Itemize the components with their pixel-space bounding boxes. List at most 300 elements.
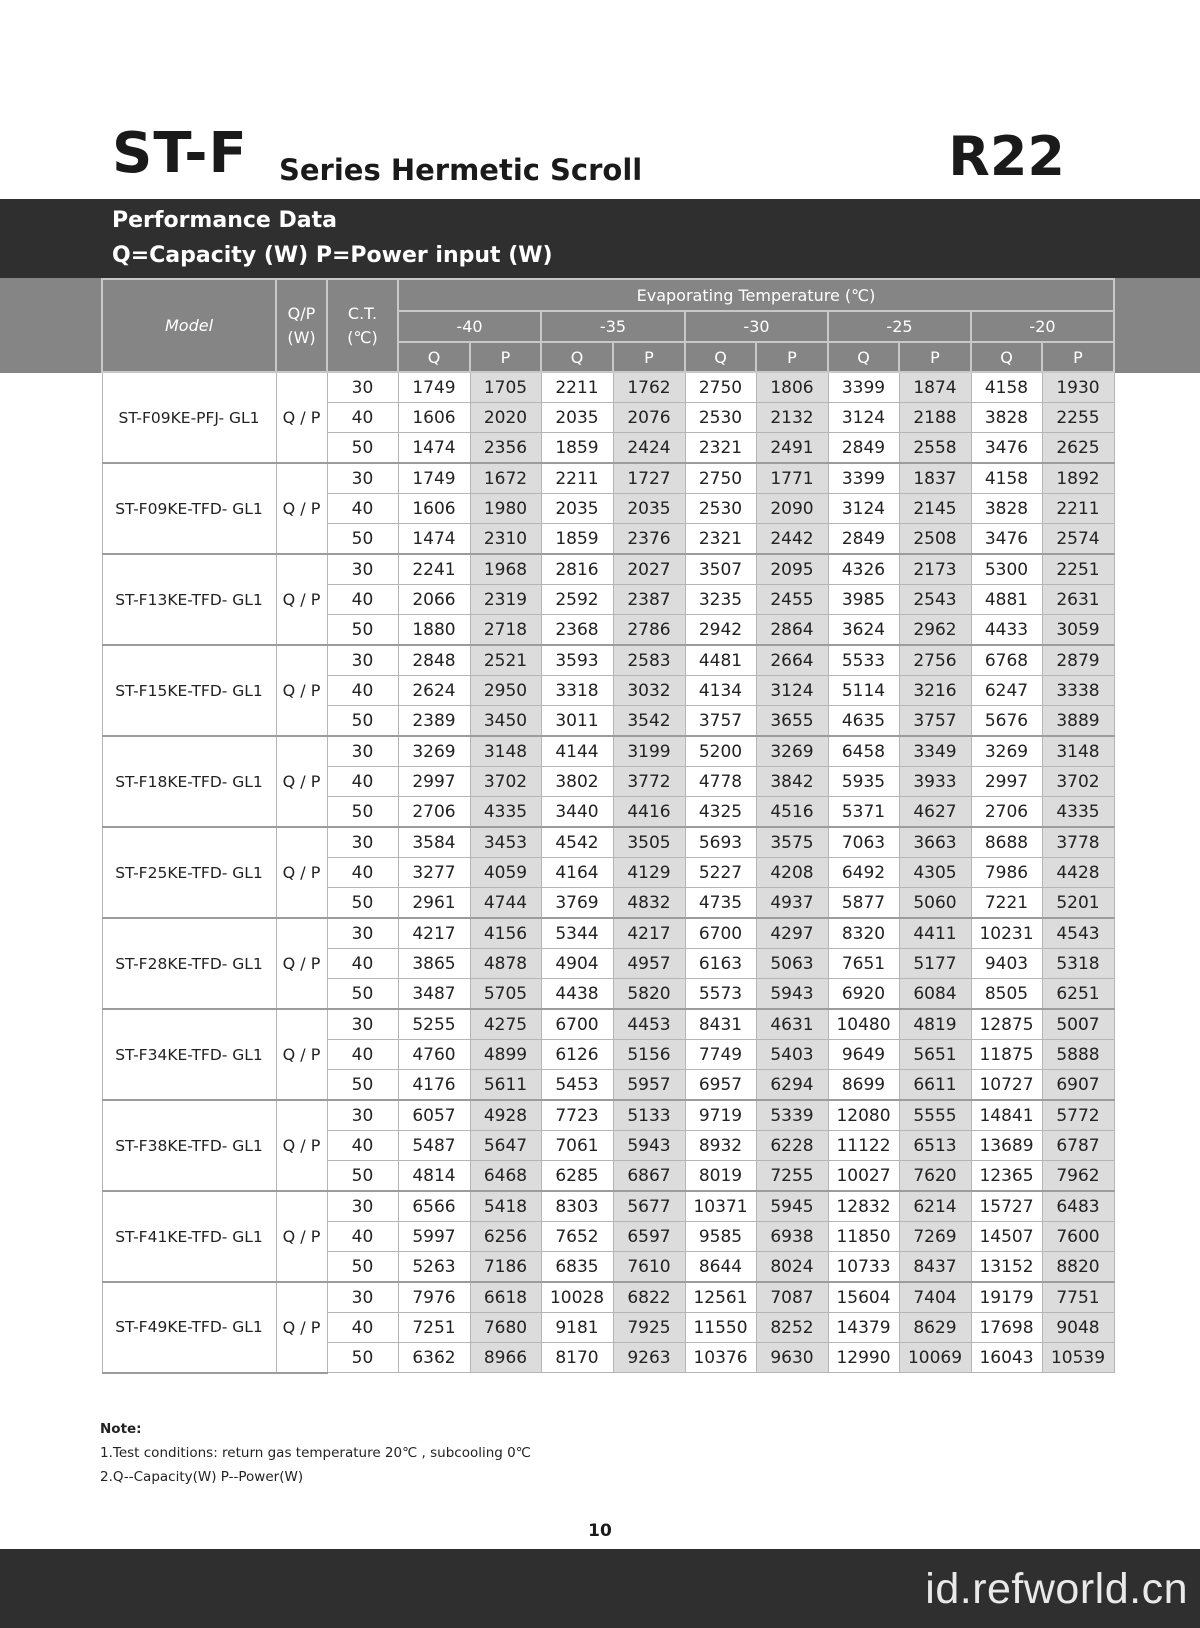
power-cell: 2786 bbox=[613, 615, 685, 646]
capacity-cell: 6057 bbox=[398, 1100, 470, 1131]
power-cell: 2251 bbox=[1042, 554, 1114, 585]
ct-cell: 50 bbox=[327, 524, 398, 555]
capacity-cell: 10028 bbox=[541, 1282, 613, 1313]
ct-cell: 50 bbox=[327, 979, 398, 1010]
capacity-cell: 4904 bbox=[541, 949, 613, 979]
power-cell: 2508 bbox=[899, 524, 971, 555]
ct-cell: 30 bbox=[327, 645, 398, 676]
capacity-cell: 14379 bbox=[828, 1313, 899, 1343]
capacity-cell: 9719 bbox=[685, 1100, 756, 1131]
model-cell: ST-F15KE-TFD- GL1 bbox=[102, 645, 276, 736]
banner-subtitle: Q=Capacity (W) P=Power input (W) bbox=[112, 243, 553, 268]
ct-cell: 50 bbox=[327, 433, 398, 464]
model-cell: ST-F25KE-TFD- GL1 bbox=[102, 827, 276, 918]
capacity-cell: 8431 bbox=[685, 1009, 756, 1040]
capacity-cell: 6700 bbox=[541, 1009, 613, 1040]
capacity-cell: 17698 bbox=[971, 1313, 1042, 1343]
table-row bbox=[102, 918, 1114, 949]
capacity-cell: 16043 bbox=[971, 1343, 1042, 1373]
ct-cell: 50 bbox=[327, 615, 398, 646]
ct-cell: 30 bbox=[327, 463, 398, 494]
capacity-cell: 3757 bbox=[685, 706, 756, 737]
series-subtitle: Series Hermetic Scroll bbox=[279, 153, 643, 187]
power-cell: 2173 bbox=[899, 554, 971, 585]
ct-cell: 50 bbox=[327, 1070, 398, 1101]
capacity-cell: 2241 bbox=[398, 554, 470, 585]
capacity-cell: 1606 bbox=[398, 494, 470, 524]
power-cell: 8024 bbox=[756, 1252, 828, 1283]
power-cell: 5611 bbox=[470, 1070, 541, 1101]
power-cell: 3757 bbox=[899, 706, 971, 737]
power-cell: 7610 bbox=[613, 1252, 685, 1283]
power-cell: 2424 bbox=[613, 433, 685, 464]
power-cell: 4156 bbox=[470, 918, 541, 949]
power-cell: 1968 bbox=[470, 554, 541, 585]
capacity-cell: 8688 bbox=[971, 827, 1042, 858]
model-cell: ST-F13KE-TFD- GL1 bbox=[102, 554, 276, 645]
capacity-cell: 3269 bbox=[971, 736, 1042, 767]
note-line-2: 2.Q--Capacity(W) P--Power(W) bbox=[100, 1469, 304, 1485]
capacity-cell: 6492 bbox=[828, 858, 899, 888]
power-cell: 2356 bbox=[470, 433, 541, 464]
power-cell: 4275 bbox=[470, 1009, 541, 1040]
note-line-1: 1.Test conditions: return gas temperature 20℃ , subcooling 0℃ bbox=[100, 1445, 531, 1461]
power-cell: 4335 bbox=[1042, 797, 1114, 828]
power-cell: 1806 bbox=[756, 372, 828, 403]
power-cell: 4453 bbox=[613, 1009, 685, 1040]
power-cell: 5957 bbox=[613, 1070, 685, 1101]
power-cell: 2631 bbox=[1042, 585, 1114, 615]
capacity-cell: 4326 bbox=[828, 554, 899, 585]
power-cell: 6907 bbox=[1042, 1070, 1114, 1101]
power-cell: 4416 bbox=[613, 797, 685, 828]
model-cell: ST-F34KE-TFD- GL1 bbox=[102, 1009, 276, 1100]
capacity-cell: 5300 bbox=[971, 554, 1042, 585]
evap-temp-header: -30 bbox=[685, 311, 828, 342]
model-cell: ST-F18KE-TFD- GL1 bbox=[102, 736, 276, 827]
capacity-cell: 6957 bbox=[685, 1070, 756, 1101]
capacity-cell: 5487 bbox=[398, 1131, 470, 1161]
capacity-cell: 2997 bbox=[971, 767, 1042, 797]
capacity-cell: 3235 bbox=[685, 585, 756, 615]
capacity-cell: 8505 bbox=[971, 979, 1042, 1010]
capacity-cell: 6247 bbox=[971, 676, 1042, 706]
power-cell: 5772 bbox=[1042, 1100, 1114, 1131]
capacity-cell: 3584 bbox=[398, 827, 470, 858]
power-cell: 9048 bbox=[1042, 1313, 1114, 1343]
capacity-cell: 5997 bbox=[398, 1222, 470, 1252]
power-cell: 8629 bbox=[899, 1313, 971, 1343]
evap-temp-header: -40 bbox=[398, 311, 541, 342]
power-cell: 4305 bbox=[899, 858, 971, 888]
power-cell: 6938 bbox=[756, 1222, 828, 1252]
power-cell: 6251 bbox=[1042, 979, 1114, 1010]
ct-cell: 50 bbox=[327, 706, 398, 737]
ct-cell: 40 bbox=[327, 676, 398, 706]
power-cell: 5555 bbox=[899, 1100, 971, 1131]
qp-cell: Q / P bbox=[276, 463, 327, 554]
capacity-cell: 6126 bbox=[541, 1040, 613, 1070]
power-cell: 5156 bbox=[613, 1040, 685, 1070]
capacity-cell: 7221 bbox=[971, 888, 1042, 919]
capacity-cell: 4760 bbox=[398, 1040, 470, 1070]
capacity-cell: 3487 bbox=[398, 979, 470, 1010]
power-cell: 5705 bbox=[470, 979, 541, 1010]
power-cell: 1980 bbox=[470, 494, 541, 524]
model-cell: ST-F28KE-TFD- GL1 bbox=[102, 918, 276, 1009]
power-cell: 3663 bbox=[899, 827, 971, 858]
power-cell: 5133 bbox=[613, 1100, 685, 1131]
power-cell: 4516 bbox=[756, 797, 828, 828]
table-row bbox=[102, 463, 1114, 494]
power-cell: 5060 bbox=[899, 888, 971, 919]
power-cell: 3199 bbox=[613, 736, 685, 767]
capacity-cell: 10027 bbox=[828, 1161, 899, 1192]
ct-cell: 40 bbox=[327, 494, 398, 524]
capacity-cell: 4438 bbox=[541, 979, 613, 1010]
ct-cell: 30 bbox=[327, 372, 398, 403]
power-cell: 6867 bbox=[613, 1161, 685, 1192]
qp-cell: Q / P bbox=[276, 918, 327, 1009]
capacity-cell: 3865 bbox=[398, 949, 470, 979]
capacity-cell: 4144 bbox=[541, 736, 613, 767]
power-cell: 3842 bbox=[756, 767, 828, 797]
power-cell: 5651 bbox=[899, 1040, 971, 1070]
power-cell: 4928 bbox=[470, 1100, 541, 1131]
power-cell: 2558 bbox=[899, 433, 971, 464]
capacity-cell: 3011 bbox=[541, 706, 613, 737]
ct-cell: 50 bbox=[327, 797, 398, 828]
capacity-cell: 6920 bbox=[828, 979, 899, 1010]
capacity-cell: 5533 bbox=[828, 645, 899, 676]
capacity-cell: 7251 bbox=[398, 1313, 470, 1343]
power-cell: 3702 bbox=[470, 767, 541, 797]
power-cell: 2211 bbox=[1042, 494, 1114, 524]
power-cell: 7680 bbox=[470, 1313, 541, 1343]
ct-cell: 30 bbox=[327, 736, 398, 767]
capacity-cell: 10727 bbox=[971, 1070, 1042, 1101]
power-cell: 5177 bbox=[899, 949, 971, 979]
power-cell: 1874 bbox=[899, 372, 971, 403]
model-cell: ST-F49KE-TFD- GL1 bbox=[102, 1282, 276, 1373]
power-cell: 4878 bbox=[470, 949, 541, 979]
qp-cell: Q / P bbox=[276, 1009, 327, 1100]
capacity-cell: 6566 bbox=[398, 1191, 470, 1222]
capacity-cell: 4158 bbox=[971, 372, 1042, 403]
power-cell: 7751 bbox=[1042, 1282, 1114, 1313]
capacity-cell: 3802 bbox=[541, 767, 613, 797]
capacity-cell: 8932 bbox=[685, 1131, 756, 1161]
capacity-cell: 12990 bbox=[828, 1343, 899, 1373]
capacity-cell: 1880 bbox=[398, 615, 470, 646]
qp-cell: Q / P bbox=[276, 1100, 327, 1191]
capacity-cell: 9403 bbox=[971, 949, 1042, 979]
capacity-cell: 2211 bbox=[541, 463, 613, 494]
power-cell: 6618 bbox=[470, 1282, 541, 1313]
capacity-cell: 2849 bbox=[828, 433, 899, 464]
capacity-cell: 2211 bbox=[541, 372, 613, 403]
capacity-cell: 10371 bbox=[685, 1191, 756, 1222]
capacity-cell: 14841 bbox=[971, 1100, 1042, 1131]
power-cell: 3216 bbox=[899, 676, 971, 706]
banner-title: Performance Data bbox=[112, 208, 337, 233]
power-cell: 4297 bbox=[756, 918, 828, 949]
evap-temp-header: -25 bbox=[828, 311, 971, 342]
power-cell: 7404 bbox=[899, 1282, 971, 1313]
capacity-cell: 9181 bbox=[541, 1313, 613, 1343]
power-cell: 5418 bbox=[470, 1191, 541, 1222]
capacity-cell: 6163 bbox=[685, 949, 756, 979]
power-cell: 3889 bbox=[1042, 706, 1114, 737]
power-cell: 5677 bbox=[613, 1191, 685, 1222]
capacity-cell: 5227 bbox=[685, 858, 756, 888]
page-number: 10 bbox=[588, 1521, 612, 1541]
capacity-cell: 2530 bbox=[685, 403, 756, 433]
capacity-cell: 3399 bbox=[828, 372, 899, 403]
ct-cell: 30 bbox=[327, 827, 398, 858]
capacity-cell: 7976 bbox=[398, 1282, 470, 1313]
power-cell: 9263 bbox=[613, 1343, 685, 1373]
power-cell: 6468 bbox=[470, 1161, 541, 1192]
power-cell: 8437 bbox=[899, 1252, 971, 1283]
power-cell: 3772 bbox=[613, 767, 685, 797]
power-cell: 5647 bbox=[470, 1131, 541, 1161]
capacity-cell: 5255 bbox=[398, 1009, 470, 1040]
capacity-cell: 3399 bbox=[828, 463, 899, 494]
power-cell: 3450 bbox=[470, 706, 541, 737]
power-cell: 4819 bbox=[899, 1009, 971, 1040]
table-row bbox=[102, 554, 1114, 585]
q-subheader: Q bbox=[541, 342, 613, 372]
power-cell: 7925 bbox=[613, 1313, 685, 1343]
power-cell: 6084 bbox=[899, 979, 971, 1010]
capacity-cell: 2706 bbox=[398, 797, 470, 828]
ct-header: C.T. (℃) bbox=[327, 279, 398, 372]
power-cell: 2027 bbox=[613, 554, 685, 585]
capacity-cell: 3476 bbox=[971, 433, 1042, 464]
power-cell: 2310 bbox=[470, 524, 541, 555]
capacity-cell: 13152 bbox=[971, 1252, 1042, 1283]
power-cell: 3453 bbox=[470, 827, 541, 858]
capacity-cell: 5371 bbox=[828, 797, 899, 828]
evap-temp-header: -35 bbox=[541, 311, 685, 342]
ct-cell: 30 bbox=[327, 1282, 398, 1313]
capacity-cell: 12365 bbox=[971, 1161, 1042, 1192]
evap-temp-header: -20 bbox=[971, 311, 1114, 342]
power-cell: 3575 bbox=[756, 827, 828, 858]
capacity-cell: 3985 bbox=[828, 585, 899, 615]
capacity-cell: 8320 bbox=[828, 918, 899, 949]
capacity-cell: 8303 bbox=[541, 1191, 613, 1222]
notes-title: Note: bbox=[100, 1421, 142, 1437]
ct-cell: 30 bbox=[327, 1009, 398, 1040]
p-subheader: P bbox=[613, 342, 685, 372]
capacity-cell: 4735 bbox=[685, 888, 756, 919]
capacity-cell: 5877 bbox=[828, 888, 899, 919]
power-cell: 4832 bbox=[613, 888, 685, 919]
capacity-cell: 12875 bbox=[971, 1009, 1042, 1040]
power-cell: 3269 bbox=[756, 736, 828, 767]
capacity-cell: 2530 bbox=[685, 494, 756, 524]
power-cell: 4937 bbox=[756, 888, 828, 919]
power-cell: 4335 bbox=[470, 797, 541, 828]
power-cell: 5820 bbox=[613, 979, 685, 1010]
power-cell: 2962 bbox=[899, 615, 971, 646]
ct-cell: 30 bbox=[327, 918, 398, 949]
capacity-cell: 3124 bbox=[828, 403, 899, 433]
power-cell: 2950 bbox=[470, 676, 541, 706]
power-cell: 2756 bbox=[899, 645, 971, 676]
power-cell: 4543 bbox=[1042, 918, 1114, 949]
p-subheader: P bbox=[756, 342, 828, 372]
capacity-cell: 11875 bbox=[971, 1040, 1042, 1070]
power-cell: 3505 bbox=[613, 827, 685, 858]
power-cell: 2387 bbox=[613, 585, 685, 615]
ct-cell: 30 bbox=[327, 1191, 398, 1222]
notes bbox=[100, 1417, 531, 1489]
capacity-cell: 2706 bbox=[971, 797, 1042, 828]
qp-cell: Q / P bbox=[276, 372, 327, 463]
capacity-cell: 11550 bbox=[685, 1313, 756, 1343]
table-row bbox=[102, 1009, 1114, 1040]
power-cell: 4631 bbox=[756, 1009, 828, 1040]
footer-band bbox=[0, 1549, 1200, 1628]
capacity-cell: 2321 bbox=[685, 433, 756, 464]
model-header: Model bbox=[102, 279, 276, 372]
power-cell: 2255 bbox=[1042, 403, 1114, 433]
table-row bbox=[102, 1100, 1114, 1131]
power-cell: 7600 bbox=[1042, 1222, 1114, 1252]
capacity-cell: 4433 bbox=[971, 615, 1042, 646]
p-subheader: P bbox=[899, 342, 971, 372]
power-cell: 2319 bbox=[470, 585, 541, 615]
capacity-cell: 3828 bbox=[971, 494, 1042, 524]
capacity-cell: 3277 bbox=[398, 858, 470, 888]
power-cell: 6822 bbox=[613, 1282, 685, 1313]
power-cell: 10069 bbox=[899, 1343, 971, 1373]
capacity-cell: 4881 bbox=[971, 585, 1042, 615]
power-cell: 2491 bbox=[756, 433, 828, 464]
capacity-cell: 10733 bbox=[828, 1252, 899, 1283]
capacity-cell: 15604 bbox=[828, 1282, 899, 1313]
power-cell: 10539 bbox=[1042, 1343, 1114, 1373]
model-cell: ST-F09KE-TFD- GL1 bbox=[102, 463, 276, 554]
capacity-cell: 2942 bbox=[685, 615, 756, 646]
power-cell: 2583 bbox=[613, 645, 685, 676]
power-cell: 1727 bbox=[613, 463, 685, 494]
capacity-cell: 3440 bbox=[541, 797, 613, 828]
capacity-cell: 9649 bbox=[828, 1040, 899, 1070]
capacity-cell: 5573 bbox=[685, 979, 756, 1010]
power-cell: 4899 bbox=[470, 1040, 541, 1070]
capacity-cell: 4325 bbox=[685, 797, 756, 828]
power-cell: 4208 bbox=[756, 858, 828, 888]
table-row bbox=[102, 736, 1114, 767]
p-subheader: P bbox=[1042, 342, 1114, 372]
ct-cell: 40 bbox=[327, 1222, 398, 1252]
capacity-cell: 5935 bbox=[828, 767, 899, 797]
power-cell: 6611 bbox=[899, 1070, 971, 1101]
capacity-cell: 7652 bbox=[541, 1222, 613, 1252]
capacity-cell: 3507 bbox=[685, 554, 756, 585]
capacity-cell: 7986 bbox=[971, 858, 1042, 888]
model-cell: ST-F38KE-TFD- GL1 bbox=[102, 1100, 276, 1191]
capacity-cell: 5200 bbox=[685, 736, 756, 767]
power-cell: 6787 bbox=[1042, 1131, 1114, 1161]
power-cell: 3542 bbox=[613, 706, 685, 737]
power-cell: 5318 bbox=[1042, 949, 1114, 979]
capacity-cell: 3593 bbox=[541, 645, 613, 676]
capacity-cell: 8644 bbox=[685, 1252, 756, 1283]
power-cell: 2376 bbox=[613, 524, 685, 555]
power-cell: 6483 bbox=[1042, 1191, 1114, 1222]
power-cell: 2035 bbox=[613, 494, 685, 524]
power-cell: 7186 bbox=[470, 1252, 541, 1283]
power-cell: 5007 bbox=[1042, 1009, 1114, 1040]
performance-banner bbox=[0, 199, 1200, 278]
capacity-cell: 2035 bbox=[541, 494, 613, 524]
table-row bbox=[102, 645, 1114, 676]
power-cell: 2455 bbox=[756, 585, 828, 615]
capacity-cell: 4176 bbox=[398, 1070, 470, 1101]
power-cell: 4217 bbox=[613, 918, 685, 949]
power-cell: 2718 bbox=[470, 615, 541, 646]
q-subheader: Q bbox=[971, 342, 1042, 372]
capacity-cell: 2750 bbox=[685, 463, 756, 494]
power-cell: 7620 bbox=[899, 1161, 971, 1192]
power-cell: 2543 bbox=[899, 585, 971, 615]
power-cell: 3148 bbox=[1042, 736, 1114, 767]
table-row bbox=[102, 827, 1114, 858]
table-row bbox=[102, 372, 1114, 403]
capacity-cell: 7063 bbox=[828, 827, 899, 858]
capacity-cell: 2368 bbox=[541, 615, 613, 646]
capacity-cell: 2997 bbox=[398, 767, 470, 797]
capacity-cell: 5344 bbox=[541, 918, 613, 949]
capacity-cell: 15727 bbox=[971, 1191, 1042, 1222]
capacity-cell: 1859 bbox=[541, 433, 613, 464]
capacity-cell: 12080 bbox=[828, 1100, 899, 1131]
power-cell: 6294 bbox=[756, 1070, 828, 1101]
capacity-cell: 6458 bbox=[828, 736, 899, 767]
power-cell: 5945 bbox=[756, 1191, 828, 1222]
qp-cell: Q / P bbox=[276, 1282, 327, 1373]
power-cell: 5063 bbox=[756, 949, 828, 979]
capacity-cell: 6362 bbox=[398, 1343, 470, 1373]
power-cell: 4059 bbox=[470, 858, 541, 888]
capacity-cell: 2816 bbox=[541, 554, 613, 585]
power-cell: 3933 bbox=[899, 767, 971, 797]
power-cell: 2076 bbox=[613, 403, 685, 433]
capacity-cell: 6700 bbox=[685, 918, 756, 949]
power-cell: 1705 bbox=[470, 372, 541, 403]
power-cell: 5201 bbox=[1042, 888, 1114, 919]
capacity-cell: 7061 bbox=[541, 1131, 613, 1161]
capacity-cell: 12832 bbox=[828, 1191, 899, 1222]
power-cell: 2132 bbox=[756, 403, 828, 433]
power-cell: 2521 bbox=[470, 645, 541, 676]
watermark-text: id.refworld.cn bbox=[925, 1565, 1188, 1613]
power-cell: 5943 bbox=[756, 979, 828, 1010]
power-cell: 2442 bbox=[756, 524, 828, 555]
power-cell: 3059 bbox=[1042, 615, 1114, 646]
power-cell: 7962 bbox=[1042, 1161, 1114, 1192]
capacity-cell: 2592 bbox=[541, 585, 613, 615]
power-cell: 2879 bbox=[1042, 645, 1114, 676]
capacity-cell: 9585 bbox=[685, 1222, 756, 1252]
refrigerant-label: R22 bbox=[948, 125, 1065, 188]
q-subheader: Q bbox=[398, 342, 470, 372]
